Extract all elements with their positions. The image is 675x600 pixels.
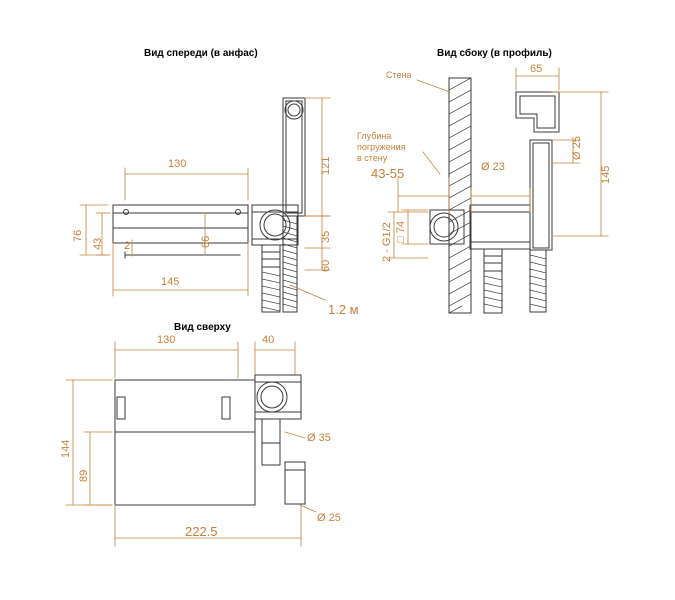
front-dim-60: 60 <box>320 259 332 272</box>
front-dim-43: 43 <box>92 237 104 250</box>
depth-label-line3: в стену <box>357 153 388 163</box>
front-dim-2: 2 <box>124 240 131 252</box>
side-dim-23: Ø 23 <box>481 161 505 173</box>
top-dim-40: 40 <box>262 334 275 346</box>
top-dim-130: 130 <box>157 334 176 346</box>
front-dim-hose-length: 1.2 м <box>328 302 359 317</box>
top-dim-89: 89 <box>78 469 90 482</box>
front-dim-130: 130 <box>168 158 187 170</box>
top-dim-144: 144 <box>60 439 72 458</box>
front-dim-66: 66 <box>200 235 212 248</box>
front-dim-145: 145 <box>161 276 180 288</box>
wall-label: Стена <box>386 70 412 80</box>
top-dim-222-5: 222.5 <box>185 524 218 539</box>
top-dim-25: Ø 25 <box>317 512 341 524</box>
depth-label-line2: погружения <box>357 142 406 152</box>
side-dim-43-55: 43-55 <box>371 166 405 181</box>
front-dim-35: 35 <box>320 230 332 243</box>
side-dim-2-g12: 2 - G1/2 <box>381 222 393 262</box>
depth-label-line1: Глубина <box>357 131 392 141</box>
side-dim-25: Ø 25 <box>571 136 583 160</box>
side-dim-74: □ 74 <box>395 221 407 243</box>
front-dim-121: 121 <box>320 156 332 175</box>
top-view-title: Вид сверху <box>174 322 231 333</box>
top-dim-35: Ø 35 <box>307 432 331 444</box>
side-dim-145: 145 <box>600 165 612 184</box>
front-dim-76: 76 <box>72 229 84 242</box>
side-view-title: Вид сбоку (в профиль) <box>437 48 552 59</box>
front-view-title: Вид спереди (в анфас) <box>144 48 258 59</box>
side-dim-65: 65 <box>530 63 543 75</box>
